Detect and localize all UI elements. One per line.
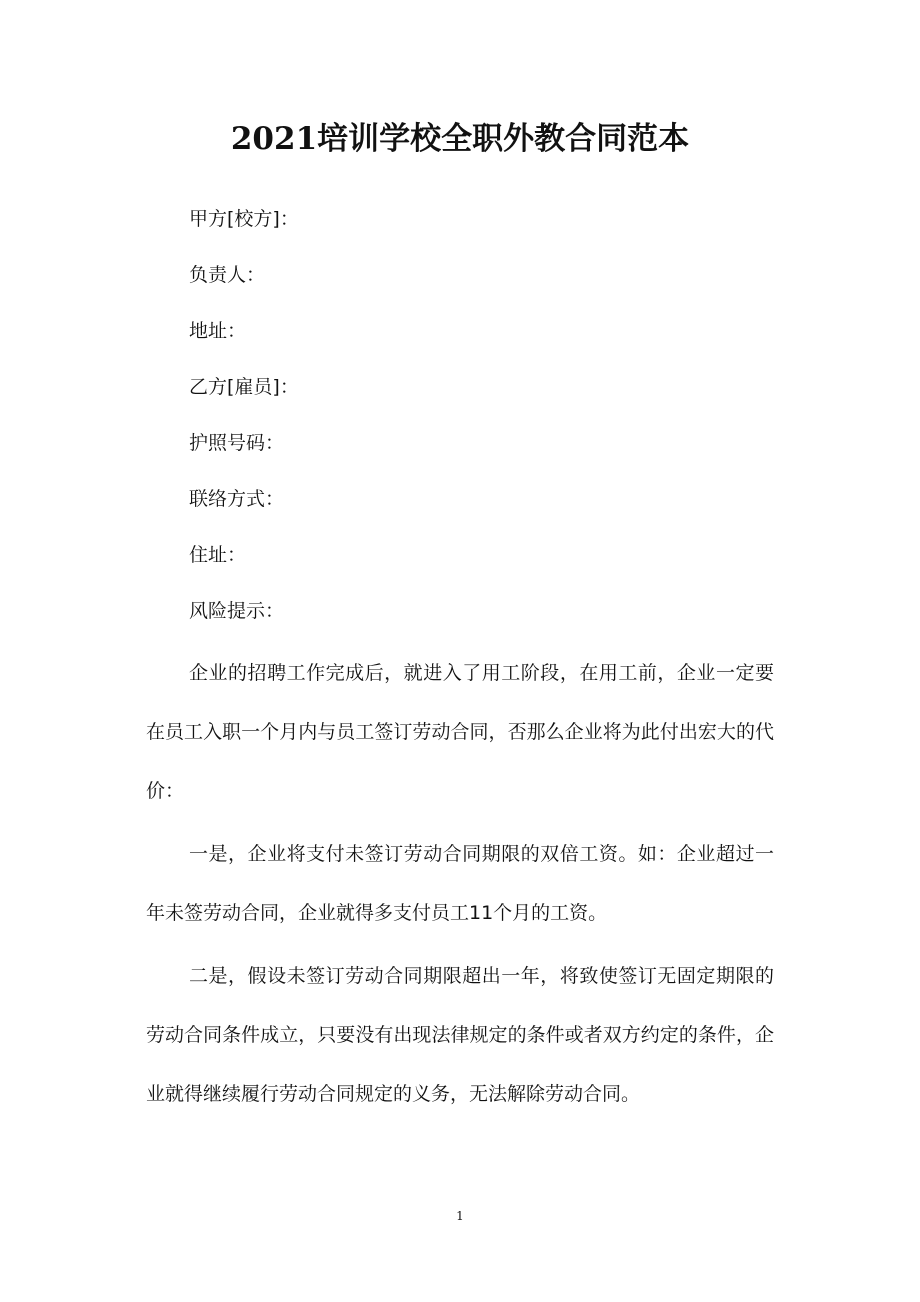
paragraph: 二是，假设未签订劳动合同期限超出一年，将致使签订无固定期限的劳动合同条件成立，只要没有出现法律规定的条件或者双方约定的条件，企业就得继续履行劳动合同规定的义务，无法解除劳动合同。 [146,965,774,1105]
field-passport-number: 护照号码： [189,432,285,454]
field-risk-notice: 风险提示： [189,600,285,622]
field-residence: 住址： [189,544,247,566]
field-contact: 联络方式： [189,488,285,510]
party-fields [189,193,809,641]
paragraph: 企业的招聘工作完成后，就进入了用工阶段，在用工前，企业一定要在员工入职一个月内与员工签订劳动合同，否那么企业将为此付出宏大的代价： [146,662,774,802]
field-responsible-person: 负责人： [189,264,266,286]
field-party-a: 甲方[校方]： [189,208,299,230]
document-body [146,644,774,1128]
field-party-b: 乙方[雇员]： [189,376,299,398]
paragraph: 一是，企业将支付未签订劳动合同期限的双倍工资。如：企业超过一年未签劳动合同，企业就得多支付员工11个月的工资。 [146,843,774,924]
document-title: 2021培训学校全职外教合同范本 [230,121,690,157]
field-address: 地址： [189,320,247,342]
page-number: 1 [456,1209,464,1223]
